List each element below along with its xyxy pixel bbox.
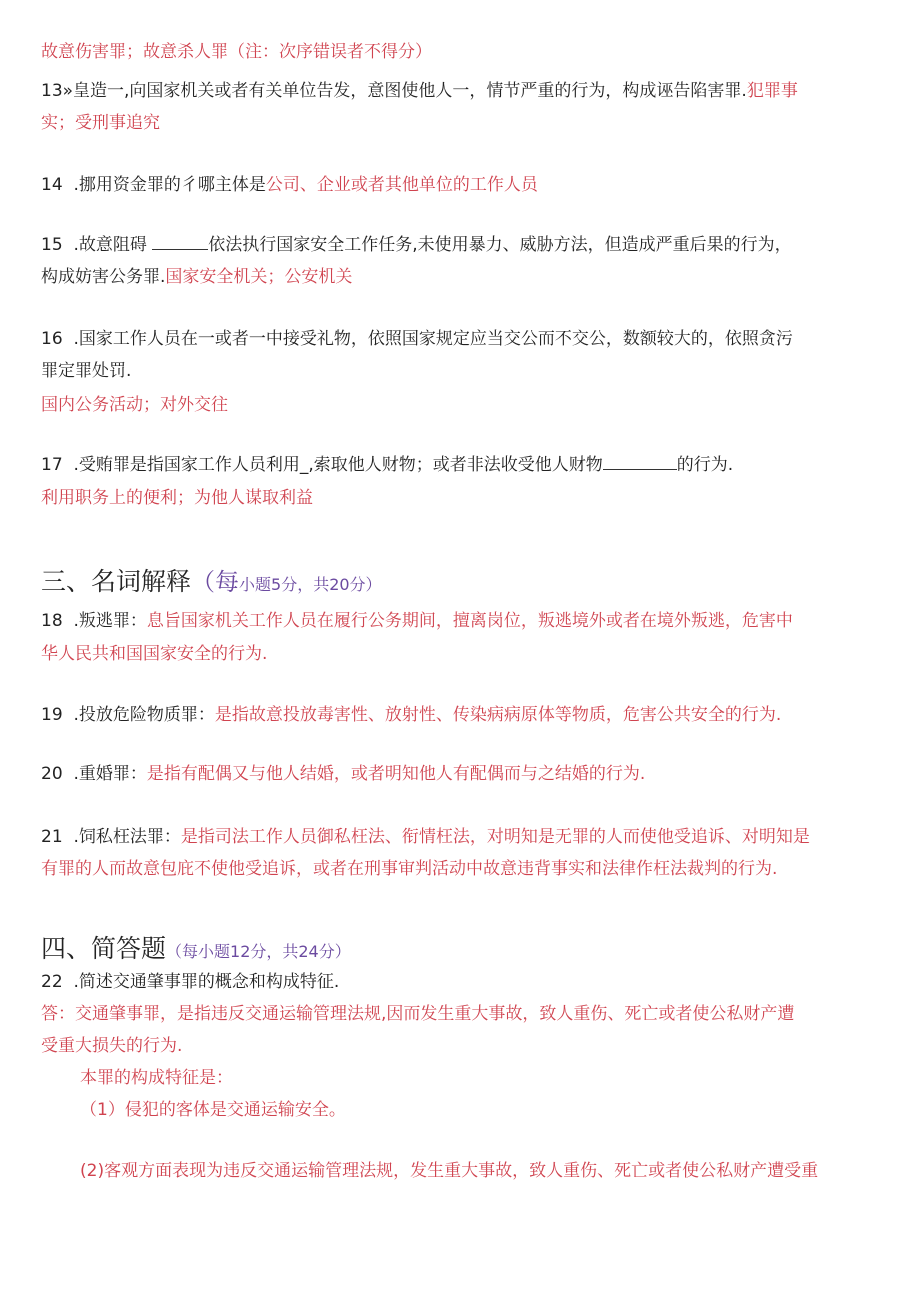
q15-blank: [152, 233, 208, 250]
q22-number: 22: [41, 972, 63, 992]
q19-def: 是指故意投放毒害性、放射性、传染病病原体等物质，危害公共安全的行为.: [214, 705, 782, 725]
q22-answer-line1: 答：交通肇事罪，是指违反交通运输管理法规,因而发生重大事故，致人重伤、死亡或者使公私财产遭: [41, 1004, 795, 1024]
section-3-title: 三、名词解释: [41, 567, 192, 596]
q17-line1: [41, 453, 733, 477]
q18-def-line1: 息旨国家机关工作人员在履行公务期间，擅离岗位，叛逃境外或者在境外叛逃，危害中: [146, 611, 793, 631]
q21-number: 21: [41, 827, 63, 847]
q17-answer: 利用职务上的便利；为他人谋取利益: [41, 488, 313, 508]
q18-line1: [41, 609, 793, 633]
q14-number: 14: [41, 175, 63, 195]
q22-feature-intro: 本罪的构成特征是：: [80, 1068, 233, 1088]
q17-blank: [603, 453, 677, 470]
q15-answer: 国家安全机关；公安机关: [165, 267, 353, 287]
q15-line2: [41, 265, 352, 289]
q18-term: .叛逃罪：: [73, 611, 147, 631]
section-4-sub: （每小题12分，共24分）: [166, 942, 351, 961]
q16-answer: 国内公务活动；对外交往: [41, 395, 228, 415]
q17-text-a: .受贿罪是指国家工作人员利用_,索取他人财物；或者非法收受他人财物: [73, 455, 603, 475]
q15-line1: [41, 233, 792, 257]
section-3-sub-rest: 小题5分，共20分）: [239, 575, 382, 594]
q21-def-line2: 有罪的人而故意包庇不使他受追诉，或者在刑事审判活动中故意违背事实和法律作枉法裁判的行为.: [41, 859, 778, 879]
q22-line: [41, 970, 339, 994]
section-3-heading: [41, 564, 382, 603]
q20-term: .重婚罪：: [73, 764, 147, 784]
q20-def: 是指有配偶又与他人结婚，或者明知他人有配偶而与之结婚的行为.: [146, 764, 646, 784]
q15-text-c: 构成妨害公务罪.: [41, 267, 166, 287]
q15-text-b: 依法执行国家安全工作任务,未使用暴力、威胁方法，但造成严重后果的行为，: [208, 235, 792, 255]
q14-line: [41, 173, 538, 197]
q16-number: 16: [41, 329, 63, 349]
section-3-sub-open: （每: [191, 568, 240, 596]
q12-answer: 故意伤害罪；故意杀人罪（注：次序错误者不得分）: [41, 42, 432, 62]
q18-number: 18: [41, 611, 63, 631]
section-4-heading: [41, 931, 351, 970]
q15-text-a: .故意阻碍: [73, 235, 147, 255]
q17-number: 17: [41, 455, 63, 475]
section-4-title: 四、简答题: [41, 934, 167, 963]
q15-number: 15: [41, 235, 63, 255]
q16-text-line2: 罪定罪处罚.: [41, 361, 132, 381]
q16-text-line1: .国家工作人员在一或者一中接受礼物，依照国家规定应当交公而不交公，数额较大的，依照贪污: [73, 329, 793, 349]
q13-line1: [41, 79, 798, 103]
q21-term: .饲私枉法罪：: [73, 827, 181, 847]
q22-answer-line2: 受重大损失的行为.: [41, 1036, 183, 1056]
q18-def-line2: 华人民共和国国家安全的行为.: [41, 644, 268, 664]
q13-text: 13»皇造一,向国家机关或者有关单位告发，意图使他人一，情节严重的行为，构成诬告陷害罪.: [41, 81, 747, 101]
q13-answer-part1: 犯罪事: [746, 81, 798, 101]
q16-line1: [41, 327, 793, 351]
q20-number: 20: [41, 764, 63, 784]
q13-answer-part2: 实；受刑事追究: [41, 113, 160, 133]
q22-feature-2: (2)客观方面表现为违反交通运输管理法规，发生重大事故，致人重伤、死亡或者使公私财产遭受重: [80, 1161, 819, 1181]
q19-term: .投放危险物质罪：: [73, 705, 215, 725]
q19-line: [41, 703, 781, 727]
q21-line1: [41, 825, 810, 849]
q21-def-line1: 是指司法工作人员御私枉法、衔情枉法，对明知是无罪的人而使他受追诉、对明知是: [180, 827, 810, 847]
q20-line: [41, 762, 645, 786]
q22-question: .简述交通肇事罪的概念和构成特征.: [73, 972, 340, 992]
q22-feature-1: （1）侵犯的客体是交通运输安全。: [80, 1100, 346, 1120]
q17-text-b: 的行为.: [676, 455, 734, 475]
q14-answer: 公司、企业或者其他单位的工作人员: [265, 175, 538, 195]
q19-number: 19: [41, 705, 63, 725]
q14-text: .挪用资金罪的彳哪主体是: [73, 175, 266, 195]
